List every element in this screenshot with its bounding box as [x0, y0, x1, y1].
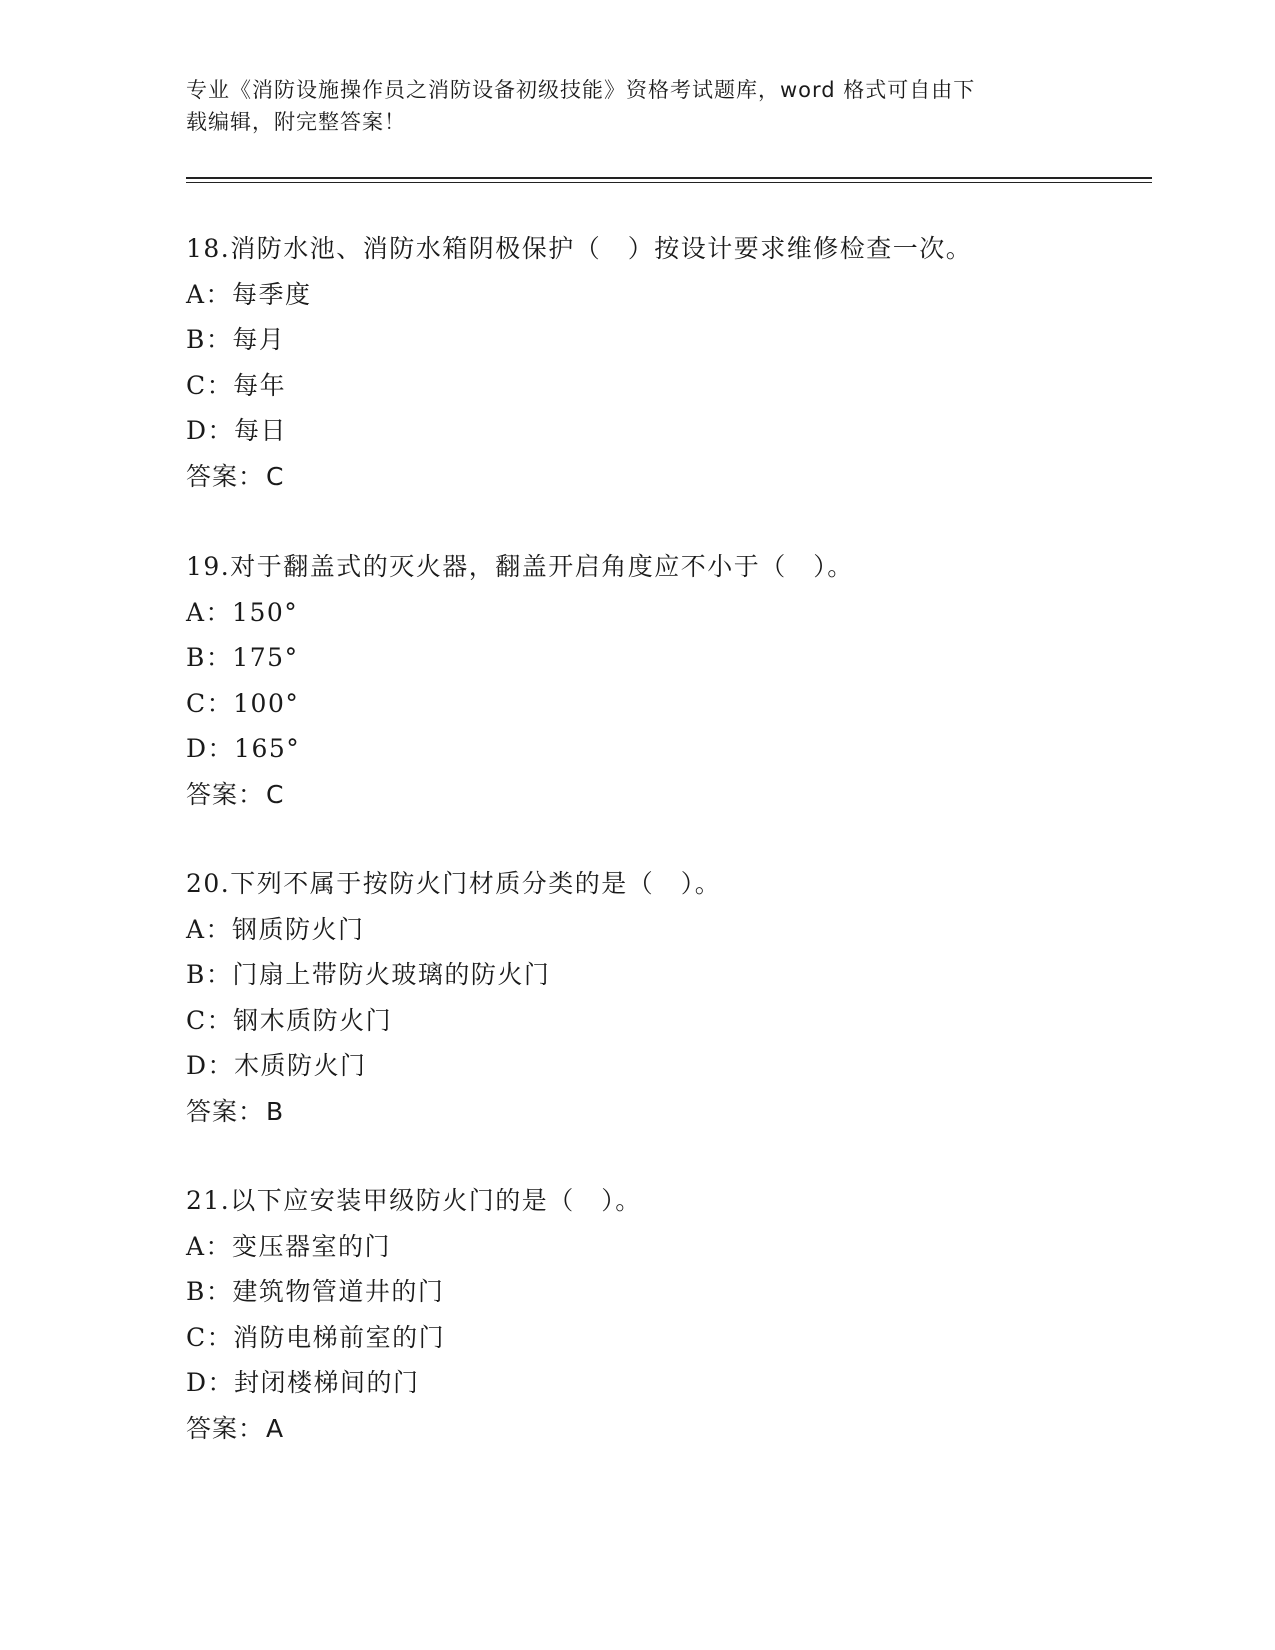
- question-20: [186, 861, 1186, 1134]
- answer-label: 答案：: [186, 461, 265, 491]
- option-c: C：钢木质防火门: [186, 1005, 393, 1035]
- document-intro: [186, 74, 1086, 138]
- option-a: A：每季度: [186, 279, 312, 309]
- question-stem: 20.下列不属于按防火门材质分类的是（ ）。: [186, 869, 722, 898]
- option-a: A：150°: [186, 597, 299, 627]
- answer-label: 答案：: [186, 779, 265, 809]
- header-divider-thin: [186, 182, 1152, 183]
- option-a: A：钢质防火门: [186, 914, 365, 944]
- answer-value: B: [266, 1096, 285, 1126]
- option-c: C：每年: [186, 370, 287, 400]
- question-21: [186, 1178, 1186, 1451]
- option-b: B：门扇上带防火玻璃的防火门: [186, 960, 551, 989]
- answer-label: 答案：: [186, 1096, 265, 1126]
- option-b: B：每月: [186, 325, 286, 354]
- option-b: B：175°: [186, 643, 299, 672]
- option-d: D：每日: [186, 416, 288, 445]
- question-stem: 19.对于翻盖式的灭火器，翻盖开启角度应不小于（ ）。: [186, 552, 854, 581]
- option-d: D：木质防火门: [186, 1051, 367, 1080]
- header-divider-thick: [186, 177, 1152, 179]
- option-d: D：165°: [186, 734, 301, 763]
- intro-line-1: 专业《消防设施操作员之消防设备初级技能》资格考试题库，word 格式可自由下: [186, 78, 976, 102]
- answer-line: [186, 454, 1186, 500]
- question-18: [186, 226, 1186, 499]
- answer-line: [186, 1089, 1186, 1135]
- question-stem: 18.消防水池、消防水箱阴极保护（ ）按设计要求维修检查一次。: [186, 234, 973, 263]
- answer-line: [186, 772, 1186, 818]
- answer-value: A: [266, 1413, 285, 1443]
- intro-line-2: 载编辑，附完整答案！: [186, 110, 406, 134]
- option-a: A：变压器室的门: [186, 1231, 392, 1261]
- answer-value: C: [266, 461, 285, 491]
- option-c: C：消防电梯前室的门: [186, 1322, 446, 1352]
- option-c: C：100°: [186, 688, 300, 718]
- answer-value: C: [266, 779, 285, 809]
- option-b: B：建筑物管道井的门: [186, 1277, 445, 1306]
- option-d: D：封闭楼梯间的门: [186, 1368, 420, 1397]
- answer-line: [186, 1406, 1186, 1452]
- question-19: [186, 544, 1186, 817]
- question-stem: 21.以下应安装甲级防火门的是（ ）。: [186, 1186, 642, 1215]
- answer-label: 答案：: [186, 1413, 265, 1443]
